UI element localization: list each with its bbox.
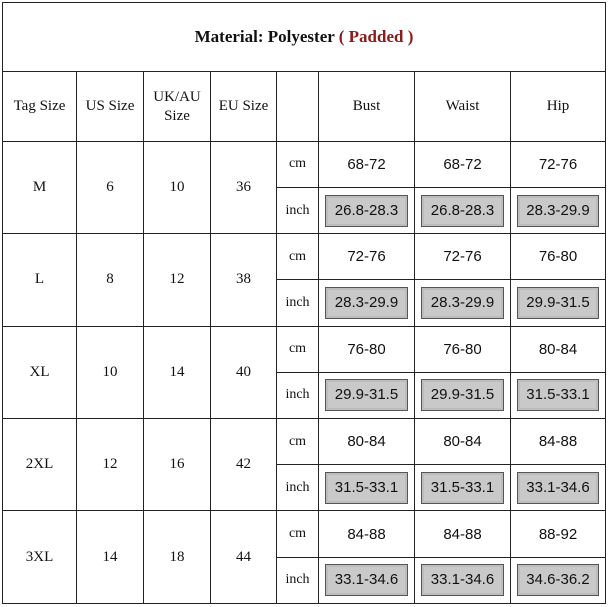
tag-size-cell: L <box>3 234 77 326</box>
waist-cm-cell: 84-88 <box>415 511 511 557</box>
tag-size-cell: 3XL <box>3 511 77 604</box>
header-row <box>3 72 606 141</box>
waist-cm-cell: 68-72 <box>415 141 511 187</box>
table-row-cm <box>3 511 606 557</box>
bust-inch-value: 28.3-29.9 <box>325 287 407 319</box>
bust-inch-cell <box>319 187 415 233</box>
waist-inch-cell <box>415 280 511 326</box>
eu-size-cell: 36 <box>211 141 277 233</box>
tag-size-cell: XL <box>3 326 77 418</box>
waist-inch-value: 33.1-34.6 <box>421 564 503 596</box>
unit-inch-cell: inch <box>277 187 319 233</box>
waist-inch-value: 31.5-33.1 <box>421 472 503 504</box>
table-row-cm <box>3 326 606 372</box>
header-unit <box>277 72 319 141</box>
bust-inch-value: 31.5-33.1 <box>325 472 407 504</box>
eu-size-cell: 40 <box>211 326 277 418</box>
unit-cm-cell: cm <box>277 141 319 187</box>
bust-inch-cell <box>319 372 415 418</box>
waist-cm-cell: 76-80 <box>415 326 511 372</box>
table-row-cm <box>3 234 606 280</box>
hip-inch-cell <box>511 372 606 418</box>
waist-inch-value: 26.8-28.3 <box>421 195 503 227</box>
bust-cm-cell: 84-88 <box>319 511 415 557</box>
header-tag-size: Tag Size <box>3 72 77 141</box>
header-bust: Bust <box>319 72 415 141</box>
hip-cm-cell: 88-92 <box>511 511 606 557</box>
uk-au-size-cell: 18 <box>144 511 211 604</box>
us-size-cell: 12 <box>77 419 144 511</box>
bust-cm-cell: 80-84 <box>319 419 415 465</box>
unit-inch-cell: inch <box>277 372 319 418</box>
header-uk-au-size: UK/AU Size <box>144 72 211 141</box>
bust-inch-value: 26.8-28.3 <box>325 195 407 227</box>
tag-size-cell: M <box>3 141 77 233</box>
us-size-cell: 8 <box>77 234 144 326</box>
hip-cm-cell: 80-84 <box>511 326 606 372</box>
us-size-cell: 10 <box>77 326 144 418</box>
material-label: Material: Polyester <box>194 27 335 47</box>
us-size-cell: 14 <box>77 511 144 604</box>
eu-size-cell: 44 <box>211 511 277 604</box>
waist-cm-cell: 72-76 <box>415 234 511 280</box>
bust-cm-cell: 72-76 <box>319 234 415 280</box>
hip-inch-cell <box>511 557 606 603</box>
hip-inch-cell <box>511 187 606 233</box>
unit-inch-cell: inch <box>277 557 319 603</box>
waist-inch-value: 29.9-31.5 <box>421 379 503 411</box>
bust-inch-cell <box>319 465 415 511</box>
hip-inch-value: 29.9-31.5 <box>517 287 598 319</box>
bust-inch-cell <box>319 280 415 326</box>
table-row-cm <box>3 419 606 465</box>
hip-inch-cell <box>511 280 606 326</box>
uk-au-size-cell: 16 <box>144 419 211 511</box>
waist-inch-cell <box>415 557 511 603</box>
bust-inch-value: 29.9-31.5 <box>325 379 407 411</box>
unit-cm-cell: cm <box>277 511 319 557</box>
waist-inch-cell <box>415 187 511 233</box>
title-row <box>3 3 606 72</box>
uk-au-size-cell: 14 <box>144 326 211 418</box>
hip-cm-cell: 76-80 <box>511 234 606 280</box>
bust-inch-cell <box>319 557 415 603</box>
hip-cm-cell: 84-88 <box>511 419 606 465</box>
hip-inch-cell <box>511 465 606 511</box>
padded-label: ( Padded ) <box>338 27 414 47</box>
waist-inch-cell <box>415 372 511 418</box>
unit-cm-cell: cm <box>277 419 319 465</box>
bust-cm-cell: 76-80 <box>319 326 415 372</box>
header-eu-size: EU Size <box>211 72 277 141</box>
waist-cm-cell: 80-84 <box>415 419 511 465</box>
hip-inch-value: 31.5-33.1 <box>517 379 598 411</box>
unit-cm-cell: cm <box>277 326 319 372</box>
waist-inch-cell <box>415 465 511 511</box>
hip-inch-value: 34.6-36.2 <box>517 564 598 596</box>
uk-au-size-cell: 12 <box>144 234 211 326</box>
us-size-cell: 6 <box>77 141 144 233</box>
bust-cm-cell: 68-72 <box>319 141 415 187</box>
hip-cm-cell: 72-76 <box>511 141 606 187</box>
unit-inch-cell: inch <box>277 280 319 326</box>
hip-inch-value: 28.3-29.9 <box>517 195 598 227</box>
chart-title <box>3 3 606 72</box>
size-chart-table <box>2 2 606 604</box>
header-hip: Hip <box>511 72 606 141</box>
unit-cm-cell: cm <box>277 234 319 280</box>
eu-size-cell: 42 <box>211 419 277 511</box>
tag-size-cell: 2XL <box>3 419 77 511</box>
waist-inch-value: 28.3-29.9 <box>421 287 503 319</box>
unit-inch-cell: inch <box>277 465 319 511</box>
header-waist: Waist <box>415 72 511 141</box>
table-row-cm <box>3 141 606 187</box>
header-us-size: US Size <box>77 72 144 141</box>
hip-inch-value: 33.1-34.6 <box>517 472 598 504</box>
eu-size-cell: 38 <box>211 234 277 326</box>
bust-inch-value: 33.1-34.6 <box>325 564 407 596</box>
uk-au-size-cell: 10 <box>144 141 211 233</box>
